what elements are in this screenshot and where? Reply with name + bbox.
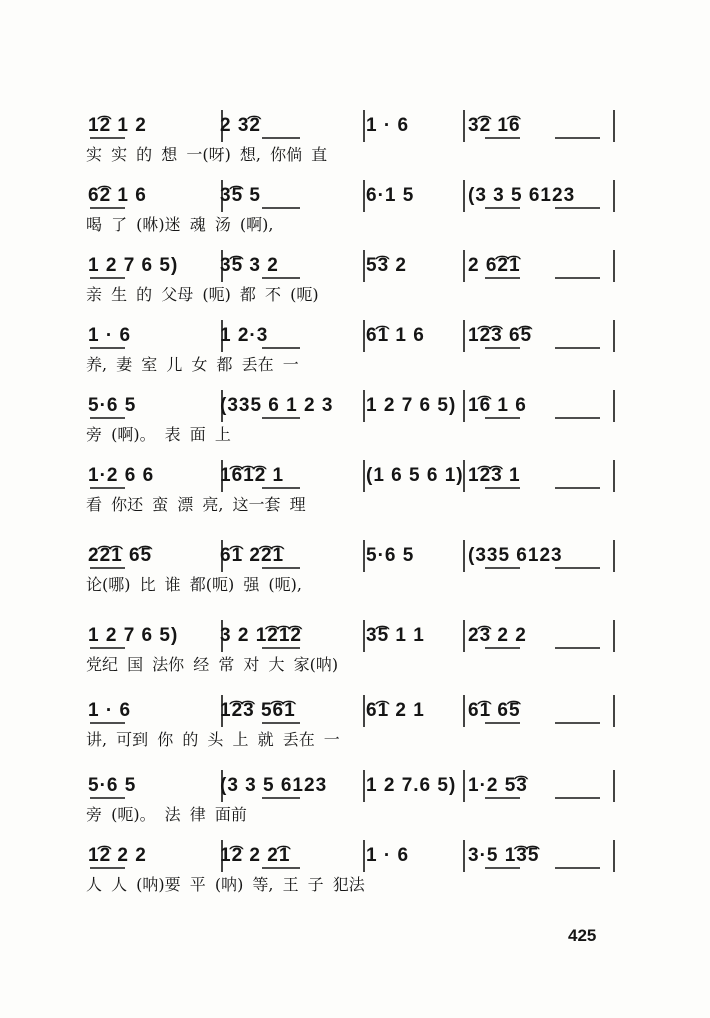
measure: (3 3 5 6123 <box>468 185 576 206</box>
score-line <box>0 770 710 830</box>
lyric-line: 养, 妻 室 儿 女 都 丢在 一 <box>86 355 299 374</box>
score-line <box>0 180 710 240</box>
score-line <box>0 620 710 680</box>
page-number: 425 <box>568 926 597 945</box>
measure: 3͡5 5 <box>220 185 261 206</box>
measure: 6͡2 1 6 <box>88 185 147 206</box>
measure: 1 2·3 <box>220 325 269 346</box>
notation-line <box>88 770 618 802</box>
measure: 1 · 6 <box>366 845 410 866</box>
measure: (335 6 1 2 3 <box>220 395 334 416</box>
measure: 3 2 1͡2͡1͡2 <box>220 625 302 646</box>
measure: 1͡2 2 2 <box>88 845 147 866</box>
score-line <box>0 460 710 520</box>
measure: 1͡2͡3 6͡5 <box>468 325 533 346</box>
measure: 2 3͡2 <box>220 115 261 136</box>
measure: 1͡6 1 6 <box>468 395 527 416</box>
measure: 1͡2 2 2͡1 <box>220 845 291 866</box>
score-line <box>0 695 710 755</box>
measure: 1 2 7 6 5) <box>366 395 457 416</box>
lyric-line: 旁 (呃)。 法 律 面前 <box>86 805 247 824</box>
measure: 1 2 7.6 5) <box>366 775 457 796</box>
notation-line <box>88 695 618 727</box>
measure: 3·5 1͡3͡5 <box>468 845 540 866</box>
measure: 1 · 6 <box>366 115 410 136</box>
measure: 2 6͡2͡1 <box>468 255 521 276</box>
notation-line <box>88 460 618 492</box>
score-line <box>0 840 710 900</box>
measure: 1 2 7 6 5) <box>88 255 179 276</box>
score-line <box>0 250 710 310</box>
measure: 6͡1 6͡5 <box>468 700 521 721</box>
notation-line <box>88 180 618 212</box>
score-line <box>0 540 710 600</box>
score-line <box>0 110 710 170</box>
measure: 6͡1 1 6 <box>366 325 425 346</box>
notation-line <box>88 540 618 572</box>
measure: 3͡5 1 1 <box>366 625 425 646</box>
lyric-line: 旁 (啊)。 表 面 上 <box>86 425 231 444</box>
measure: 1·2 6 6 <box>88 465 155 486</box>
measure: 5·6 5 <box>88 395 137 416</box>
measure: 3͡5 3 2 <box>220 255 279 276</box>
measure: 1 · 6 <box>88 700 132 721</box>
measure: 1 2 7 6 5) <box>88 625 179 646</box>
lyric-line: 论(哪) 比 谁 都(呃) 强 (呃), <box>86 575 302 594</box>
notation-line <box>88 840 618 872</box>
measure: 6͡1 2͡2͡1 <box>220 545 285 566</box>
measure: 6·1 5 <box>366 185 415 206</box>
measure: (3 3 5 6123 <box>220 775 328 796</box>
notation-line <box>88 110 618 142</box>
measure: (335 6123 <box>468 545 563 566</box>
measure: 6͡1 2 1 <box>366 700 425 721</box>
measure: 5·6 5 <box>366 545 415 566</box>
lyric-line: 看 你还 蛮 漂 亮, 这一套 理 <box>86 495 306 514</box>
measure: 1͡6͡1͡2 1 <box>220 465 285 486</box>
measure: 3͡2 1͡6 <box>468 115 521 136</box>
lyric-line: 亲 生 的 父母 (呃) 都 不 (呃) <box>86 285 319 304</box>
lyric-line: 实 实 的 想 一(呀) 想, 你倘 直 <box>86 145 328 164</box>
measure: 1 · 6 <box>88 325 132 346</box>
measure: 2͡2͡1 6͡5 <box>88 545 153 566</box>
lyric-line: 人 人 (呐)要 平 (呐) 等, 王 子 犯法 <box>86 875 365 894</box>
measure: 1·2 5͡3 <box>468 775 528 796</box>
notation-line <box>88 390 618 422</box>
measure: 1͡2 1 2 <box>88 115 147 136</box>
notation-line <box>88 620 618 652</box>
lyric-line: 喝 了 (咻)迷 魂 汤 (啊), <box>86 215 274 234</box>
lyric-line: 讲, 可到 你 的 头 上 就 丢在 一 <box>86 730 340 749</box>
score-line <box>0 390 710 450</box>
score-line <box>0 320 710 380</box>
measure: 1͡2͡3 5͡6͡1 <box>220 700 296 721</box>
notation-line <box>88 250 618 282</box>
measure: 1͡2͡3 1 <box>468 465 521 486</box>
measure: 2͡3 2 2 <box>468 625 527 646</box>
lyric-line: 党纪 国 法你 经 常 对 大 家(呐) <box>86 655 339 674</box>
measure: 5·6 5 <box>88 775 137 796</box>
notation-line <box>88 320 618 352</box>
measure: 5͡3 2 <box>366 255 407 276</box>
measure: (1 6 5 6 1) <box>366 465 464 486</box>
